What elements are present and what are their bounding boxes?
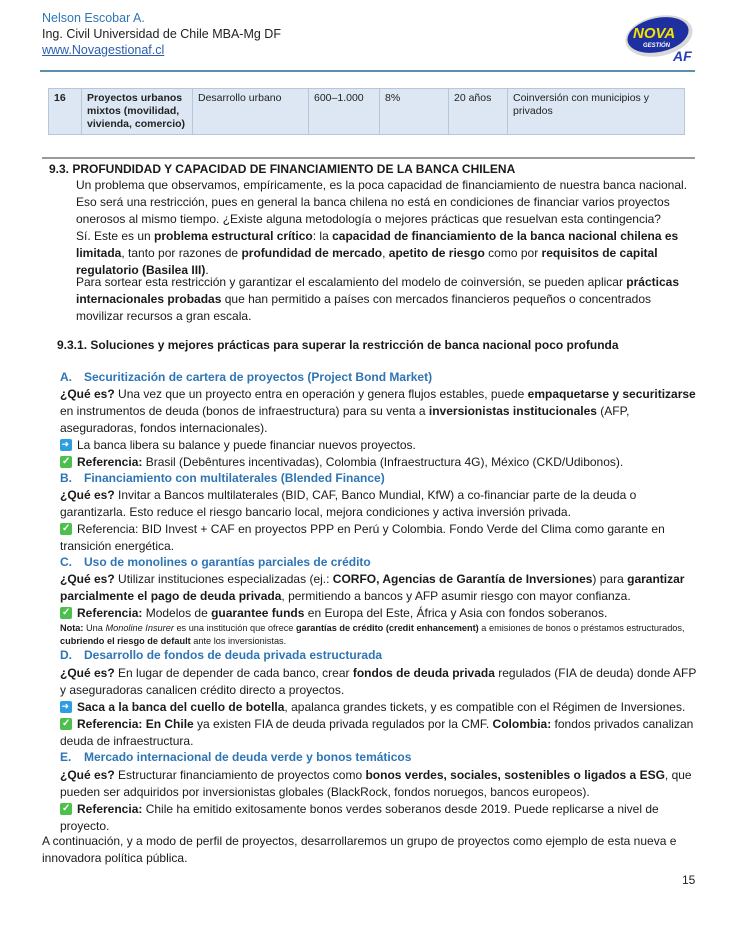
- nova-gestion-logo: [623, 12, 698, 66]
- subsection-c-description: ¿Qué es? Utilizar instituciones especializadas (ej.: CORFO, Agencias de Garantía de Inversiones) para garantizar parcialmente el pago de deuda privada, permitiendo a bancos y AFP asumir riesgo con mayor confianza.: [60, 572, 685, 603]
- monoline-note: Nota: Una Monoline Insurer es una institución que ofrece garantías de crédito (credit enhancement) a emisiones de bonos o préstamos estructurados, cubriendo el riesgo de default ante los inversionistas.: [60, 623, 685, 646]
- closing-paragraph: A continuación, y a modo de perfil de proyectos, desarrollaremos un grupo de proyectos como ejemplo de esta nueva e innovadora política pública.: [42, 834, 677, 865]
- table-row: [49, 89, 685, 135]
- subsection-d-description: ¿Qué es? En lugar de depender de cada banco, crear fondos de deuda privada regulados (FIA de deuda) donde AFP y aseguradoras canalicen crédito directo a proyectos.: [60, 666, 697, 697]
- project-rate: 8%: [380, 89, 449, 135]
- author-credentials: Ing. Civil Universidad de Chile MBA-Mg DF: [42, 27, 281, 41]
- paragraph-intro: Un problema que observamos, empíricamente, es la poca capacidad de financiamiento de nuestra banca nacional. Eso será una restricción, pues en general la banca chilena no está en condiciones de financiar varios proyectos onerosos al mismo tiempo. ¿Existe alguna metodología o mejores prácticas que resuelvan esta contingencia?: [76, 178, 688, 226]
- subsection-d-reference: ✓Referencia: En Chile ya existen FIA de deuda privada regulados por la CMF. Colombia: fondos privados canalizan deuda de infraestructura.: [60, 716, 698, 750]
- website-link[interactable]: www.Novagestionaf.cl: [42, 43, 165, 57]
- subsection-b-title: B. Financiamiento con multilaterales (Blended Finance): [60, 471, 385, 485]
- project-amount: 600–1.000: [309, 89, 380, 135]
- subsection-d-benefit: ➜Saca a la banca del cuello de botella, apalanca grandes tickets, y es compatible con el Régimen de Inversiones.: [60, 699, 698, 716]
- logo-nova-text: NOVA: [633, 25, 676, 42]
- header-divider: [40, 70, 695, 72]
- check-icon: [60, 803, 72, 815]
- logo-af-text: AF: [673, 48, 692, 64]
- arrow-right-icon: [60, 439, 72, 451]
- section-heading-9-3: 9.3. PROFUNDIDAD Y CAPACIDAD DE FINANCIAMIENTO DE LA BANCA CHILENA: [49, 162, 516, 176]
- subsection-e-description: ¿Qué es? Estructurar financiamiento de proyectos como bonos verdes, sociales, sostenibles o ligados a ESG, que pueden ser adquiridos por inversionistas globales (BlackRock, fondos noruegos, bancos europeos).: [60, 768, 692, 799]
- subsection-d-title: D. Desarrollo de fondos de deuda privada estructurada: [60, 648, 383, 662]
- subsection-a-description: ¿Qué es? Una vez que un proyecto entra en operación y genera flujos estables, puede empaquetarse y securitizarse en instrumentos de deuda (bonos de infraestructura) para su venta a inversionistas institucionales (AFP, aseguradoras, fondos internacionales).: [60, 387, 696, 435]
- subsection-c-title: C. Uso de monolines o garantías parciales de crédito: [60, 555, 371, 569]
- arrow-right-icon: [60, 701, 72, 713]
- check-icon: [60, 523, 72, 535]
- section-divider: [42, 157, 695, 159]
- paragraph-solution: Para sortear esta restricción y garantizar el escalamiento del modelo de coinversión, se pueden aplicar prácticas internacionales probadas que han permitido a países con mercados financieros pequeños o concentrados movilizar recursos a gran escala.: [76, 275, 679, 323]
- logo-gestion-text: GESTIÓN: [643, 43, 671, 49]
- subsection-c-reference: ✓Referencia: Modelos de guarantee funds en Europa del Este, África y Asia con fondos soberanos.: [60, 605, 698, 622]
- subsection-e-title: E. Mercado internacional de deuda verde y bonos temáticos: [60, 750, 412, 764]
- subsection-b-description: ¿Qué es? Invitar a Bancos multilaterales (BID, CAF, Banco Mundial, KfW) a co-financiar parte de la deuda o garantizarla. Esto reduce el riesgo bancario local, mejora condiciones y activa inversión privada.: [60, 488, 637, 519]
- subsection-a-reference: ✓Referencia: Brasil (Debêntures incentivadas), Colombia (Infraestructura 4G), México (CKD/Udibonos).: [60, 454, 698, 471]
- project-category: Desarrollo urbano: [193, 89, 309, 135]
- check-icon: [60, 718, 72, 730]
- subsection-a-benefit: ➜La banca libera su balance y puede financiar nuevos proyectos.: [60, 437, 698, 454]
- check-icon: [60, 456, 72, 468]
- row-number: 16: [49, 89, 82, 135]
- project-model: Coinversión con municipios y privados: [508, 89, 685, 135]
- project-name: Proyectos urbanos mixtos (movilidad, vivienda, comercio): [82, 89, 193, 135]
- project-term: 20 años: [449, 89, 508, 135]
- author-name: Nelson Escobar A.: [42, 11, 145, 25]
- projects-table: [48, 88, 685, 135]
- subsection-e-reference: ✓Referencia: Chile ha emitido exitosamente bonos verdes soberanos desde 2019. Puede replicarse a nivel de proyecto.: [60, 801, 698, 835]
- section-heading-9-3-1: 9.3.1. Soluciones y mejores prácticas para superar la restricción de banca nacional poco profunda: [57, 338, 619, 352]
- subsection-a-title: A. Securitización de cartera de proyectos (Project Bond Market): [60, 370, 433, 384]
- paragraph-problem: Sí. Este es un problema estructural crítico: la capacidad de financiamiento de la banca nacional chilena es limitada, tanto por razones de profundidad de mercado, apetito de riesgo como por requisitos de capital regulatorio (Basilea III).: [76, 229, 679, 277]
- page-number: 15: [682, 873, 696, 887]
- check-icon: [60, 607, 72, 619]
- subsection-b-reference: ✓Referencia: BID Invest + CAF en proyectos PPP en Perú y Colombia. Fondo Verde del Clima como garante en transición energética.: [60, 521, 698, 555]
